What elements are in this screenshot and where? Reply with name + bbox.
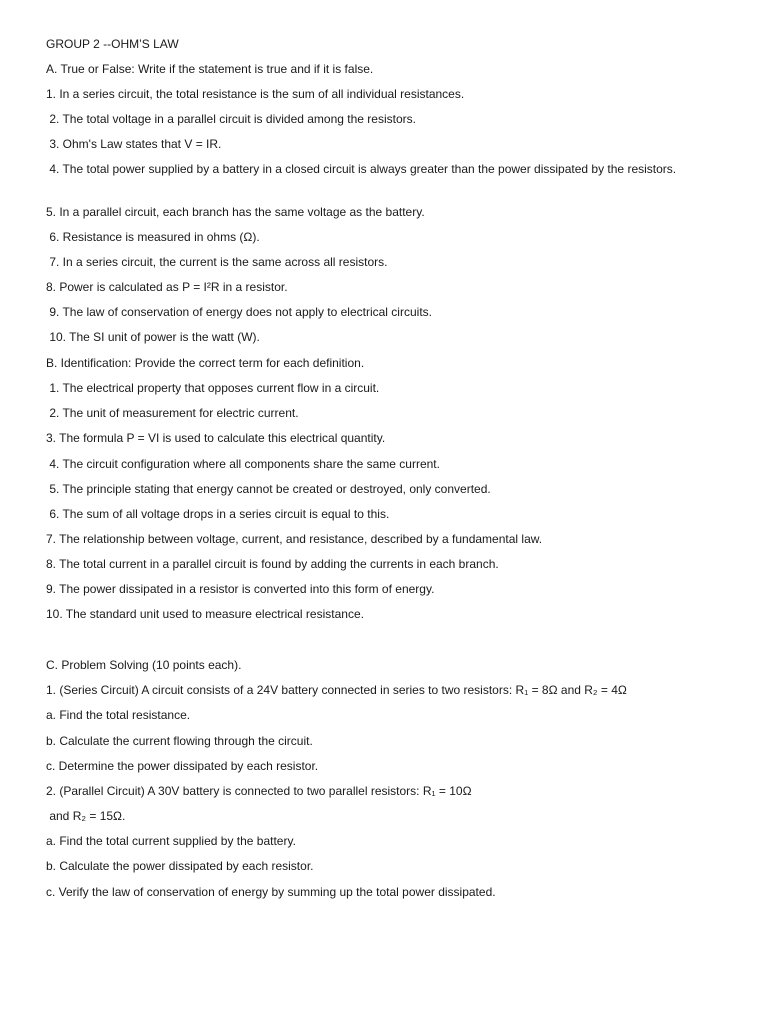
section-a-item: 8. Power is calculated as P = I²R in a resistor. (46, 280, 288, 294)
section-c-line: 2. (Parallel Circuit) A 30V battery is connected to two parallel resistors: R₁ = 10Ω (46, 784, 472, 798)
section-c-heading: C. Problem Solving (10 points each). (46, 658, 242, 672)
section-b-item: 8. The total current in a parallel circuit is found by adding the currents in each branch. (46, 557, 499, 571)
section-b-item: 4. The circuit configuration where all components share the same current. (46, 457, 440, 471)
section-b-item: 6. The sum of all voltage drops in a series circuit is equal to this. (46, 507, 390, 521)
section-a-item: 9. The law of conservation of energy does not apply to electrical circuits. (46, 305, 432, 319)
section-a-item: 6. Resistance is measured in ohms (Ω). (46, 230, 260, 244)
section-b-item: 9. The power dissipated in a resistor is converted into this form of energy. (46, 582, 435, 596)
section-c-line: b. Calculate the power dissipated by each resistor. (46, 859, 314, 873)
section-a-item: 2. The total voltage in a parallel circuit is divided among the resistors. (46, 112, 416, 126)
section-c-line: b. Calculate the current flowing through the circuit. (46, 734, 313, 748)
document-title: GROUP 2 --OHM’S LAW (46, 37, 179, 51)
section-c-line: a. Find the total resistance. (46, 708, 191, 722)
section-a-item: 4. The total power supplied by a battery in a closed circuit is always greater than the power dissipated by the resistors. (46, 162, 677, 176)
section-b-heading: B. Identification: Provide the correct term for each definition. (46, 356, 365, 370)
section-b-item: 1. The electrical property that opposes current flow in a circuit. (46, 381, 380, 395)
section-c-line: and R₂ = 15Ω. (46, 809, 126, 823)
section-c-line: c. Determine the power dissipated by each resistor. (46, 759, 319, 773)
section-a-item: 3. Ohm's Law states that V = IR. (46, 137, 222, 151)
section-b-item: 10. The standard unit used to measure electrical resistance. (46, 607, 364, 621)
section-a-item: 1. In a series circuit, the total resistance is the sum of all individual resistances. (46, 87, 465, 101)
section-b-item: 5. The principle stating that energy cannot be created or destroyed, only converted. (46, 482, 491, 496)
section-a-item: 5. In a parallel circuit, each branch has the same voltage as the battery. (46, 205, 425, 219)
section-b-item: 7. The relationship between voltage, current, and resistance, described by a fundamental law. (46, 532, 543, 546)
section-a-heading: A. True or False: Write if the statement is true and if it is false. (46, 62, 374, 76)
section-c-line: 1. (Series Circuit) A circuit consists of a 24V battery connected in series to two resistors: R₁ = 8Ω and R₂ = 4Ω (46, 683, 627, 697)
section-b-item: 2. The unit of measurement for electric current. (46, 406, 299, 420)
section-c-line: a. Find the total current supplied by the battery. (46, 834, 296, 848)
section-a-item: 7. In a series circuit, the current is the same across all resistors. (46, 255, 388, 269)
section-b-item: 3. The formula P = VI is used to calculate this electrical quantity. (46, 431, 386, 445)
section-a-item: 10. The SI unit of power is the watt (W). (46, 330, 260, 344)
section-c-line: c. Verify the law of conservation of energy by summing up the total power dissipated. (46, 885, 496, 899)
